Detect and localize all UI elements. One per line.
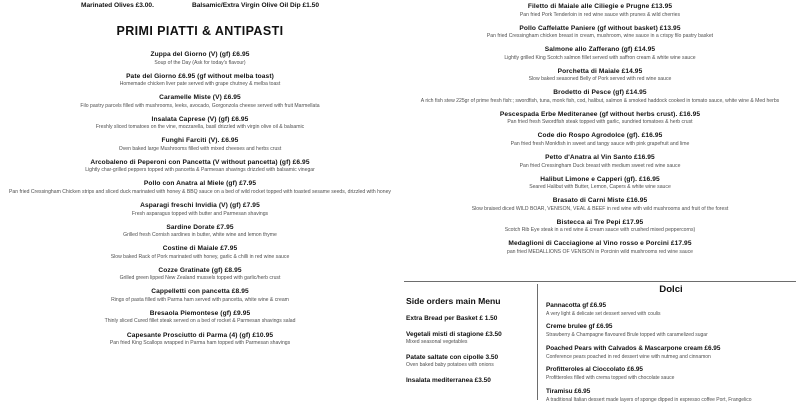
dish-name: Pescespada Erbe Mediteranee (gf without herbs crust). £16.95 <box>499 110 701 118</box>
dish-description: Scotch Rib Eye steak in a red wine & cream sauce with crushed mixed peppercorns) <box>504 227 696 234</box>
dish-description: Pan fried Cressingham Chicken strips and sliced duck marinated with honey & BBQ sauce on a bed of wild rocket topped with toasted sesame seeds, drizzled with honey <box>9 189 391 196</box>
dish-description: Rings of pasta filled with Parma ham served with pancetta, white wine & cream <box>111 296 289 303</box>
dolci-name: Profitteroles al Cioccolato £6.95 <box>546 366 643 374</box>
dolci-item <box>546 323 796 339</box>
dolci-description: A traditional Italian dessert made layers of sponge dipped in espresso coffee Port, Frangelico <box>546 396 752 403</box>
dish-description: Oven baked large Mushrooms filled with mixed cheeses and herbs crust <box>118 145 282 152</box>
side-order-item <box>406 353 532 369</box>
menu-item <box>6 72 394 89</box>
menu-item <box>406 45 794 62</box>
side-orders-heading: Side orders main Menu <box>406 296 501 306</box>
menu-item <box>6 50 394 67</box>
side-order-description: Oven baked baby potatoes with onions <box>406 361 494 368</box>
dish-name: Pate del Giorno £6.95 (gf without melba toast) <box>126 72 274 80</box>
dish-name: Code dio Rospo Agrodolce (gf). £16.95 <box>537 132 663 140</box>
snack-item-olives: Marinated Olives £3.00. <box>81 2 154 9</box>
dish-name: Porchetta di Maiale £14.95 <box>557 67 643 75</box>
dolci-description: A very light & delicate set dessert served with coulis <box>546 310 661 317</box>
primi-item-list <box>6 50 394 348</box>
dish-description: Homemade chicken liver pate served with grape chutney & melba toast <box>119 81 281 88</box>
dolci-description: Strawberry & Champagne flavoured Brule topped with caramelized sugar <box>546 332 708 339</box>
dolci-name: Creme brulee gf £6.95 <box>546 323 613 331</box>
dolci-name: Poached Pears with Calvados & Mascarpone cream £6.95 <box>546 344 721 352</box>
dolci-description: Conference pears poached in red dessert wine with nutmeg and cinnamon <box>546 353 711 360</box>
menu-item <box>406 110 794 127</box>
dish-name: Cozze Gratinate (gf) £8.95 <box>158 266 242 274</box>
dish-description: Filo pastry parcels filled with mushrooms, leeks, avocado, Gorgonzola cheese served with fruit Marmellata <box>80 102 320 109</box>
dish-description: Slow braised diced WILD BOAR, VENISON, VEAL & BEEF in red wine with wild mushrooms and fruit of the forest <box>471 205 729 212</box>
dish-description: Pan fried fresh Monkfish in sweet and tangy sauce with pink grapefruit and lime <box>510 141 690 148</box>
dish-description: Pan fried fresh Swordfish steak topped with garlic, sundried tomatoes & herb crust <box>507 119 693 126</box>
dish-description: Thinly sliced Cured fillet steak served on a bed of rocket & Parmesan shavings salad <box>104 318 296 325</box>
menu-item <box>6 136 394 153</box>
dish-description: Grilled fresh Cornish sardines in butter, white wine and lemon thyme <box>123 232 277 239</box>
dolci-name: Tiramisu £6.95 <box>546 387 591 395</box>
menu-item <box>6 287 394 304</box>
dish-name: Filetto di Maiale alle Ciliegie e Prugne £13.95 <box>527 3 673 10</box>
menu-item <box>6 201 394 218</box>
dish-name: Pollo Caffelatte Paniere (gf without basket) £13.95 <box>519 24 681 32</box>
menu-item <box>406 153 794 170</box>
dish-description: Soup of the Day (Ask for today's flavour) <box>154 59 246 66</box>
dish-name: Capesante Prosciutto di Parma (4) (gf) £10.95 <box>126 331 274 339</box>
dish-name: Zuppa del Giorno (V) (gf) £6.95 <box>150 51 250 58</box>
secondi-column <box>400 0 800 257</box>
menu-item <box>6 309 394 326</box>
snack-item-oil-dip: Balsamic/Extra Virgin Olive Oil Dip £1.50 <box>191 2 319 9</box>
primi-heading: PRIMI PIATTI & ANTIPASTI <box>116 24 284 38</box>
side-order-name: Insalata mediterranea £3.50 <box>406 376 491 384</box>
dolci-section <box>546 284 796 409</box>
dolci-item <box>546 345 796 361</box>
menu-item <box>406 218 794 235</box>
dish-description: Fresh asparagus topped with butter and Parmesan shavings <box>131 210 269 217</box>
dish-description: Pan fried Cressingham Duck breast with medium sweet red wine sauce <box>519 162 681 169</box>
dish-description: Pan fried Cressingham chicken breast in cream, mushroom, wine sauce in a crispy filo pastry basket <box>486 33 714 40</box>
dish-name: Costine di Maiale £7.95 <box>162 245 238 253</box>
dish-description: pan fried MEDALLIONS OF VENISON in Porcinin wild mushrooms red wine sauce <box>507 248 693 255</box>
side-order-name: Vegetali misti di stagione £3.50 <box>406 330 502 338</box>
dish-name: Caramelle Miste (V) £6.95 <box>159 94 241 102</box>
dolci-name: Pannacotta gf £6.95 <box>546 302 607 309</box>
dish-name: Salmone allo Zafferano (gf) £14.95 <box>544 46 656 54</box>
side-order-name: Extra Bread per Basket £ 1.50 <box>406 315 498 322</box>
menu-item <box>6 223 394 240</box>
dish-name: Sardine Dorate £7.95 <box>166 223 234 231</box>
menu-item <box>6 93 394 110</box>
dish-description: A rich fish stew 225gr of prime fresh fish:; swordfish, tuna, monk fish, cod, halibut, salmon & smoked haddock cooked in tomato sauce, white wine & Med herbs <box>420 97 780 104</box>
dish-description: Slow baked Rack of Pork marinated with honey, garlic & chilli in red wine sauce <box>110 253 290 260</box>
side-order-name: Patate saltate con cipolle 3.50 <box>406 353 499 361</box>
dish-name: Insalata Caprese (V) (gf) £6.95 <box>151 115 249 123</box>
dish-description: Seared Halibut with Butter, Lemon, Capers & white wine sauce <box>529 184 671 191</box>
menu-item <box>6 331 394 348</box>
menu-item <box>406 131 794 148</box>
dolci-item <box>546 388 796 404</box>
dish-name: Asparagi freschi Invidia (V) (gf) £7.95 <box>140 202 260 210</box>
side-orders-section <box>406 296 532 391</box>
menu-item <box>406 175 794 192</box>
side-order-item <box>406 314 532 323</box>
menu-item <box>6 179 394 196</box>
dish-description: Freshly sliced tomatoes on the vine, mozzarella, basil drizzled with virgin olive oil & balsamic <box>95 124 305 131</box>
dish-description: Lightly grilled King Scotch salmon fillet served with saffron cream & white wine sauce <box>504 54 696 61</box>
dolci-item <box>546 366 796 382</box>
dish-name: Medaglioni di Cacciagione al Vino rosso e Porcini £17.95 <box>508 240 692 248</box>
menu-item <box>406 2 794 19</box>
menu-item <box>6 266 394 283</box>
side-order-item <box>406 376 532 385</box>
menu-item <box>406 67 794 84</box>
dolci-item <box>546 302 796 318</box>
dolci-heading: Dolci <box>659 284 683 295</box>
dish-name: Brodetto di Pesce (gf) £14.95 <box>553 89 647 97</box>
side-order-item <box>406 330 532 346</box>
menu-item <box>6 244 394 261</box>
dish-name: Bresaola Piemontese (gf) £9.95 <box>149 309 251 317</box>
dish-description: Grilled green lipped New Zealand mussels topped with garlic/herb crust <box>119 275 281 282</box>
menu-item <box>406 196 794 213</box>
dish-name: Arcobaleno di Peperoni con Pancetta (V without pancetta) (gf) £6.95 <box>90 158 310 166</box>
dish-name: Cappelletti con pancetta £8.95 <box>151 288 249 296</box>
vertical-divider <box>537 284 538 400</box>
dish-name: Brasato di Carni Miste £16.95 <box>552 197 648 205</box>
menu-item <box>406 88 794 105</box>
dish-name: Petto d'Anatra al Vin Santo £16.95 <box>545 154 655 162</box>
menu-item <box>6 115 394 132</box>
menu-item <box>406 239 794 256</box>
dish-name: Halibut Limone e Capperi (gf). £16.95 <box>540 175 660 183</box>
primi-column <box>0 0 400 400</box>
dish-description: Pan fried King Scallops wrapped in Parma ham topped with Parmesan shavings <box>109 340 291 347</box>
dish-name: Pollo con Anatra al Miele (gf) £7.95 <box>143 180 257 188</box>
dish-name: Bistecca ai Tre Pepi £17.95 <box>556 218 644 226</box>
dish-description: Pan fried Pork Tenderloin in red wine sauce with prunes & wild cherries <box>519 11 681 18</box>
side-order-description: Mixed seasonal vegetables <box>406 338 468 345</box>
horizontal-divider <box>404 281 796 282</box>
dish-description: Slow baked seasoned Belly of Pork served with red wine sauce <box>528 76 672 83</box>
dish-description: Lightly char-grilled peppers topped with pancetta & Parmesan shavings drizzled with balsamic vinegar <box>85 167 315 174</box>
menu-item <box>406 24 794 41</box>
dolci-description: Profitteroles filled with crema topped with chocolate sauce <box>546 375 675 382</box>
dish-name: Funghi Farciti (V). £6.95 <box>161 137 239 145</box>
menu-item <box>6 158 394 175</box>
